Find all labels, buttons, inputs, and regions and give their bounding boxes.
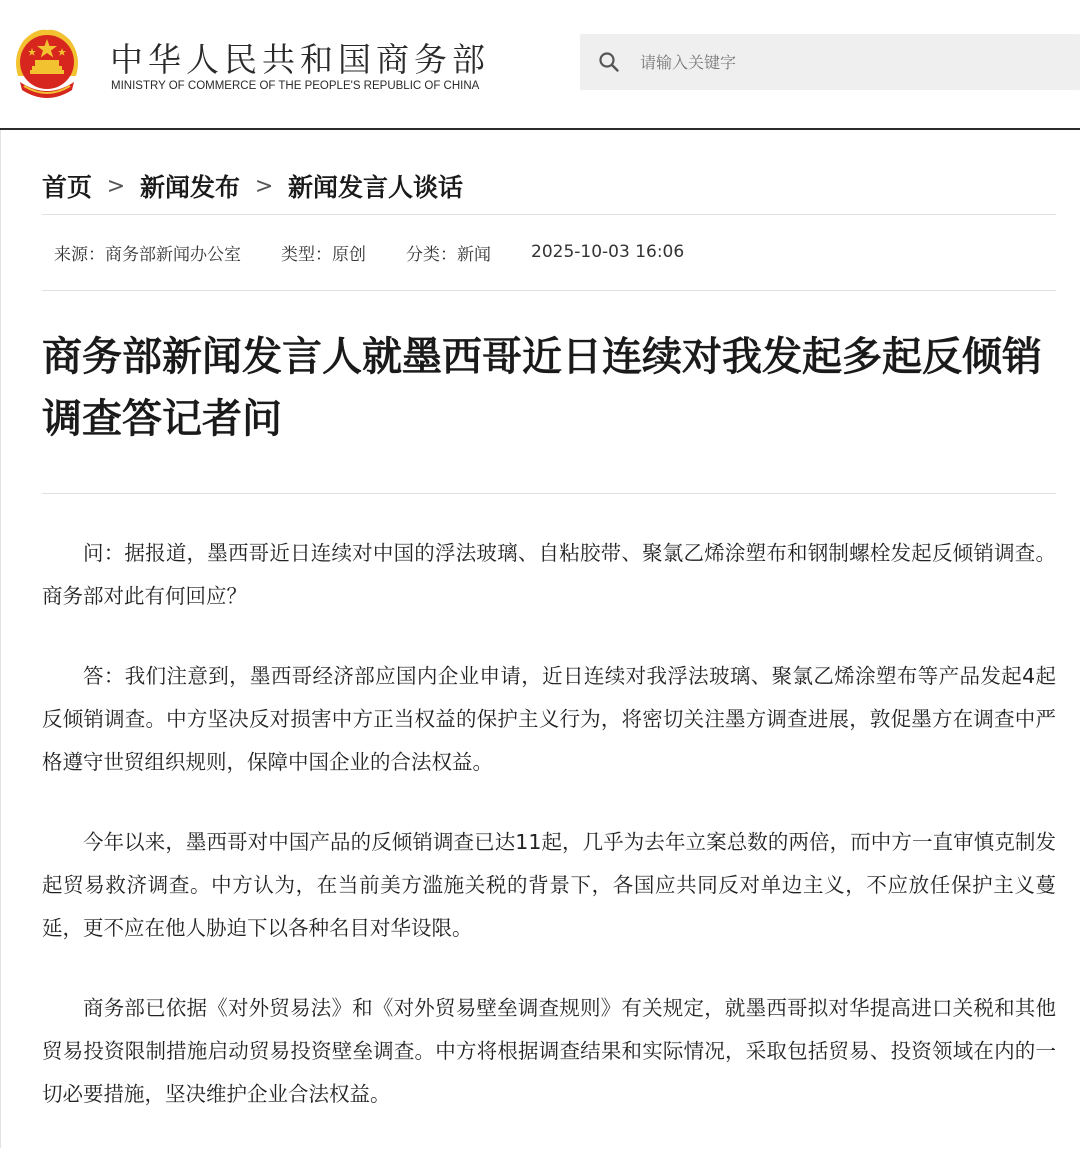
- article-datetime: 2025-10-03 16:06: [531, 242, 685, 262]
- breadcrumb-divider: [42, 214, 1056, 215]
- site-name-en[interactable]: MINISTRY OF COMMERCE OF THE PEOPLE'S REPUBLIC OF CHINA: [111, 80, 480, 92]
- search-input[interactable]: [640, 34, 1070, 90]
- search-box[interactable]: [580, 34, 1080, 90]
- article-source: 来源：商务部新闻办公室: [54, 244, 241, 265]
- title-divider: [42, 493, 1056, 494]
- article-body: [42, 532, 1056, 1153]
- page-left-border: [0, 130, 1, 1148]
- breadcrumb-spokesperson-link[interactable]: 新闻发言人谈话: [288, 173, 464, 202]
- meta-divider: [42, 290, 1056, 291]
- breadcrumb-home-link[interactable]: 首页: [42, 173, 93, 202]
- article-paragraph: 答：我们注意到，墨西哥经济部应国内企业申请，近日连续对我浮法玻璃、聚氯乙烯涂塑布等产品发起4起反倾销调查。中方坚决反对损害中方正当权益的保护主义行为，将密切关注墨方调查进展，敦促墨方在调查中严格遵守世贸组织规则，保障中国企业的合法权益。: [42, 664, 1056, 774]
- breadcrumb-news-release-link[interactable]: 新闻发布: [140, 173, 241, 202]
- article-title: 商务部新闻发言人就墨西哥近日连续对我发起多起反倾销调查答记者问: [42, 334, 1042, 442]
- breadcrumb: [42, 166, 463, 206]
- article-meta: [54, 238, 724, 266]
- article-category: 分类：新闻: [406, 244, 491, 265]
- site-header: [0, 0, 1080, 130]
- chevron-right-icon: >: [106, 173, 126, 199]
- article-type: 类型：原创: [281, 244, 366, 265]
- article-paragraph: 今年以来，墨西哥对中国产品的反倾销调查已达11起，几乎为去年立案总数的两倍，而中方一直审慎克制发起贸易救济调查。中方认为，在当前美方滥施关税的背景下，各国应共同反对单边主义，不应放任保护主义蔓延，更不应在他人胁迫下以各种名目对华设限。: [42, 830, 1056, 940]
- article-paragraph: 问：据报道，墨西哥近日连续对中国的浮法玻璃、自粘胶带、聚氯乙烯涂塑布和钢制螺栓发起反倾销调查。商务部对此有何回应？: [42, 541, 1056, 608]
- site-name-cn[interactable]: 中华人民共和国商务部: [110, 40, 490, 79]
- article-paragraph: 商务部已依据《对外贸易法》和《对外贸易壁垒调查规则》有关规定，就墨西哥拟对华提高进口关税和其他贸易投资限制措施启动贸易投资壁垒调查。中方将根据调查结果和实际情况，采取包括贸易、投资领域在内的一切必要措施，坚决维护企业合法权益。: [42, 996, 1056, 1106]
- national-emblem-icon[interactable]: [10, 26, 84, 104]
- search-icon[interactable]: [598, 51, 620, 73]
- chevron-right-icon: >: [254, 173, 274, 199]
